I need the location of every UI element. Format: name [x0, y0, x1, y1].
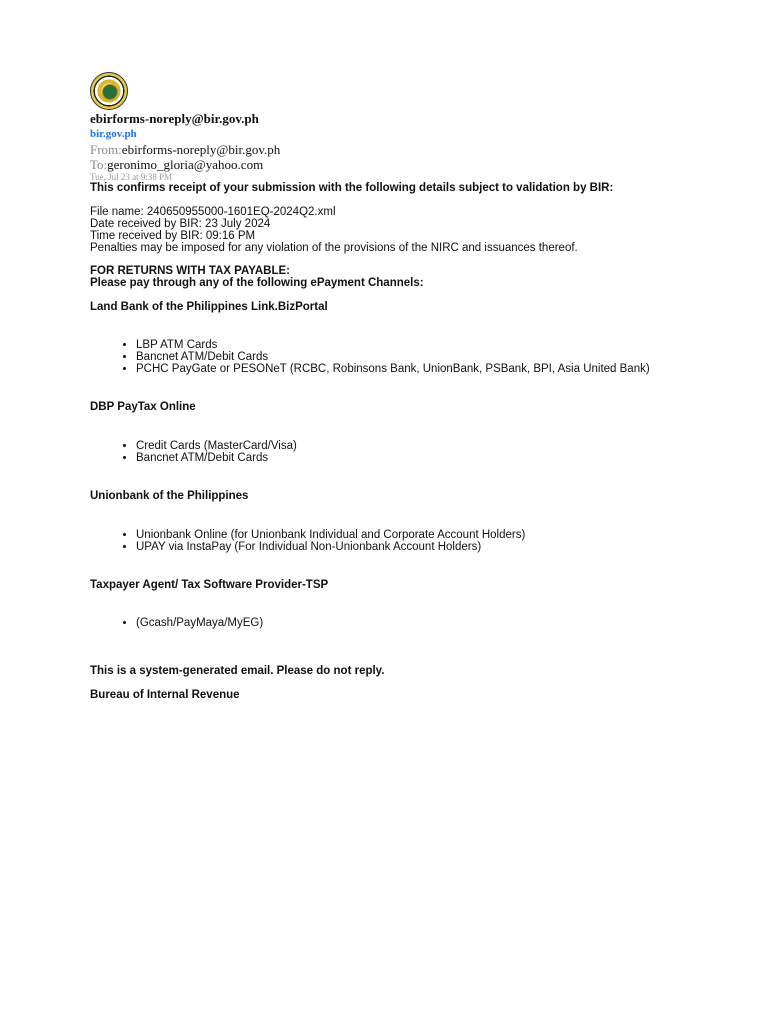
to-line: [90, 157, 690, 172]
time-received: Time received by BIR: 09:16 PM: [90, 230, 256, 242]
list-item: • Unionbank Online (for Unionbank Individual and Corporate Account Holders): [136, 529, 690, 541]
list-item: • UPAY via InstaPay (For Individual Non-Unionbank Account Holders): [136, 541, 690, 553]
to-label: To:: [90, 157, 108, 172]
penalties-note: Penalties may be imposed for any violation of the provisions of the NIRC and issuances thereof.: [90, 242, 578, 254]
date-received: Date received by BIR: 23 July 2024: [90, 218, 271, 230]
channel-list-unionbank: [90, 529, 690, 553]
email-date: Tue, Jul 23 at 9:38 PM: [90, 172, 173, 182]
list-item: • (Gcash/PayMaya/MyEG): [136, 617, 690, 629]
returns-heading: FOR RETURNS WITH TAX PAYABLE:: [90, 265, 290, 277]
from-line: [90, 142, 690, 157]
channel-title-unionbank: Unionbank of the Philippines: [90, 490, 249, 502]
file-name: File name: 240650955000-1601EQ-2024Q2.xml: [90, 206, 336, 218]
system-note: This is a system-generated email. Please do not reply.: [90, 665, 385, 677]
channel-title-tsp: Taxpayer Agent/ Tax Software Provider-TSP: [90, 579, 329, 591]
channel-list-dbp: [90, 440, 690, 464]
list-item: • LBP ATM Cards: [136, 339, 690, 351]
sender-name[interactable]: ebirforms-noreply@bir.gov.ph: [90, 111, 259, 126]
intro-text: This confirms receipt of your submission with the following details subject to validation by BIR:: [90, 182, 614, 194]
channel-list-landbank: [90, 339, 690, 375]
pay-instruction: Please pay through any of the following ePayment Channels:: [90, 277, 424, 289]
from-label: From:: [90, 142, 122, 157]
bir-seal-avatar: [90, 72, 128, 110]
channel-title-landbank: Land Bank of the Philippines Link.BizPortal: [90, 301, 328, 313]
to-address[interactable]: geronimo_gloria@yahoo.com: [107, 157, 264, 172]
from-address[interactable]: ebirforms-noreply@bir.gov.ph: [121, 142, 281, 157]
list-item: • Credit Cards (MasterCard/Visa): [136, 440, 690, 452]
channel-list-tsp: [90, 617, 690, 629]
list-item: • Bancnet ATM/Debit Cards: [136, 452, 690, 464]
sender-domain[interactable]: bir.gov.ph: [90, 128, 137, 140]
signature: Bureau of Internal Revenue: [90, 689, 240, 701]
channel-title-dbp: DBP PayTax Online: [90, 401, 196, 413]
list-item: • PCHC PayGate or PESONeT (RCBC, Robinsons Bank, UnionBank, PSBank, BPI, Asia United Bank): [136, 363, 690, 375]
email-view: [90, 72, 690, 701]
list-item: • Bancnet ATM/Debit Cards: [136, 351, 690, 363]
